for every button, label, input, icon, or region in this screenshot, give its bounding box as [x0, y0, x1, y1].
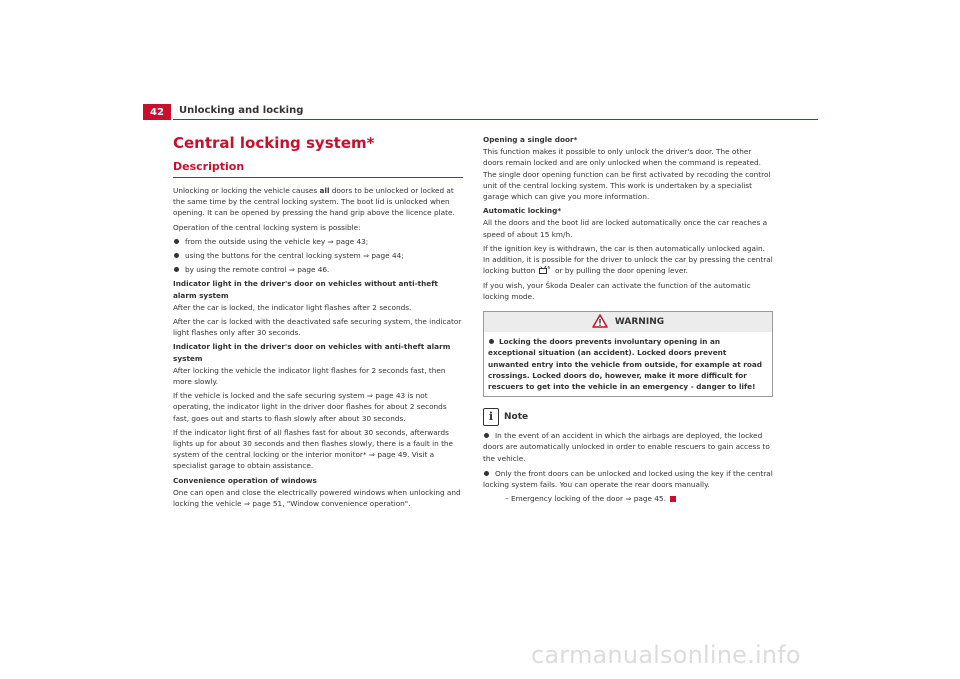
watermark: carmanualsonline.info: [531, 641, 801, 669]
auto-locking-p3: If you wish, your Škoda Dealer can activate the function of the automatic locking mode.: [483, 280, 751, 302]
single-door-heading: Opening a single door*: [483, 135, 578, 144]
right-column: [483, 134, 773, 504]
indicator-alarm-p3: If the indicator light first of all flashes fast for about 30 seconds, afterwards lights up for about 30 seconds and then flashes slowly, there is a fault in the system of the central locking or the interior monitor* ⇒ page 49. Visit a specialist garage to obtain assistance.: [173, 427, 454, 471]
unlock-button-icon: [539, 266, 552, 277]
bullet-icon: [174, 267, 179, 272]
warning-text: Locking the doors prevents involuntary opening in an exceptional situation (an accident). Locked doors prevent unwanted entry into the vehicle from outside, for example at road crossings. Locked doors do, however, make it more difficult for rescuers to get into the vehicle in an emergency - danger to life!: [488, 337, 762, 392]
single-door-paragraph: This function makes it possible to only unlock the driver's door. The other doors remain locked and are only unlocked when the command is repeated. The single door opening function can be first activated by recoding the control unit of the central locking system. This work is undertaken by a specialist garage which can give you more information.: [483, 147, 771, 202]
list-item: by using the remote control ⇒ page 46.: [173, 264, 463, 275]
auto-locking-p1: All the doors and the boot lid are locked automatically once the car reaches a speed of about 15 km/h.: [483, 218, 768, 239]
operation-intro: Operation of the central locking system is possible:: [173, 222, 361, 232]
note-dash-item: – Emergency locking of the door ⇒ page 45.: [483, 493, 773, 504]
note-title: Note: [504, 412, 529, 423]
section-end-icon: [670, 496, 676, 502]
list-item: from the outside using the vehicle key ⇒ page 43;: [173, 236, 463, 247]
page-number-badge: 42: [143, 104, 171, 120]
bullet-icon: [174, 239, 179, 244]
bullet-icon: [174, 253, 179, 258]
indicator-alarm-p2: If the vehicle is locked and the safe securing system ⇒ page 43 is not operating, the indicator light in the driver door flashes for about 2 seconds fast, goes out and starts to flash slowly after about 30 seconds.: [173, 391, 447, 423]
note-item-1: In the event of an accident in which the airbags are deployed, the locked doors are automatically unlocked in order to enable rescuers to gain access to the vehicle.: [483, 431, 770, 463]
indicator-alarm-p1: After locking the vehicle the indicator light flashes for 2 seconds fast, then more slowly.: [173, 365, 446, 387]
windows-heading: Convenience operation of windows: [173, 475, 317, 485]
warning-body: [484, 332, 772, 396]
indicator-alarm-heading: Indicator light in the driver's door on vehicles with anti-theft alarm system: [173, 342, 451, 363]
warning-box: [483, 311, 773, 397]
indicator-no-alarm-heading: Indicator light in the driver's door on vehicles without anti-theft alarm system: [173, 279, 438, 300]
indicator-no-alarm-p2: After the car is locked with the deactivated safe securing system, the indicator light flashes only after 30 seconds.: [173, 317, 462, 338]
windows-paragraph: One can open and close the electrically powered windows when unlocking and locking the vehicle ⇒ page 51, "Window convenience operation".: [173, 487, 461, 509]
operation-list: [173, 236, 463, 276]
warning-triangle-icon: [592, 313, 608, 332]
bullet-icon: [484, 471, 489, 476]
left-column: [173, 134, 463, 512]
note-heading: [483, 408, 773, 426]
warning-header: [484, 312, 772, 332]
bullet-icon: [484, 433, 489, 438]
list-item: using the buttons for the central locking system ⇒ page 44;: [173, 250, 463, 261]
section-title: Central locking system*: [173, 134, 375, 152]
intro-paragraph: Unlocking or locking the vehicle causes all doors to be unlocked or locked at the same time by the central locking system. The boot lid is unlocked when opening. It can be opened by pressing the hand grip above the licence plate.: [173, 186, 455, 218]
auto-locking-heading: Automatic locking*: [483, 206, 562, 216]
auto-locking-p2: If the ignition key is withdrawn, the car is then automatically unlocked again. In addition, it is possible for the driver to unlock the car by pressing the central locking button or by pulling the door opening lever.: [483, 243, 773, 276]
note-item-2: Only the front doors can be unlocked and locked using the key if the central locking system fails. You can operate the rear doors manually.: [483, 468, 773, 490]
indicator-no-alarm-p1: After the car is locked, the indicator light flashes after 2 seconds.: [173, 302, 412, 312]
header-rule: [173, 119, 818, 120]
note-info-icon: [483, 408, 499, 426]
bullet-icon: [489, 339, 494, 344]
running-head: Unlocking and locking: [179, 105, 304, 116]
description-subtitle: Description: [173, 160, 463, 178]
warning-title: WARNING: [614, 317, 665, 328]
